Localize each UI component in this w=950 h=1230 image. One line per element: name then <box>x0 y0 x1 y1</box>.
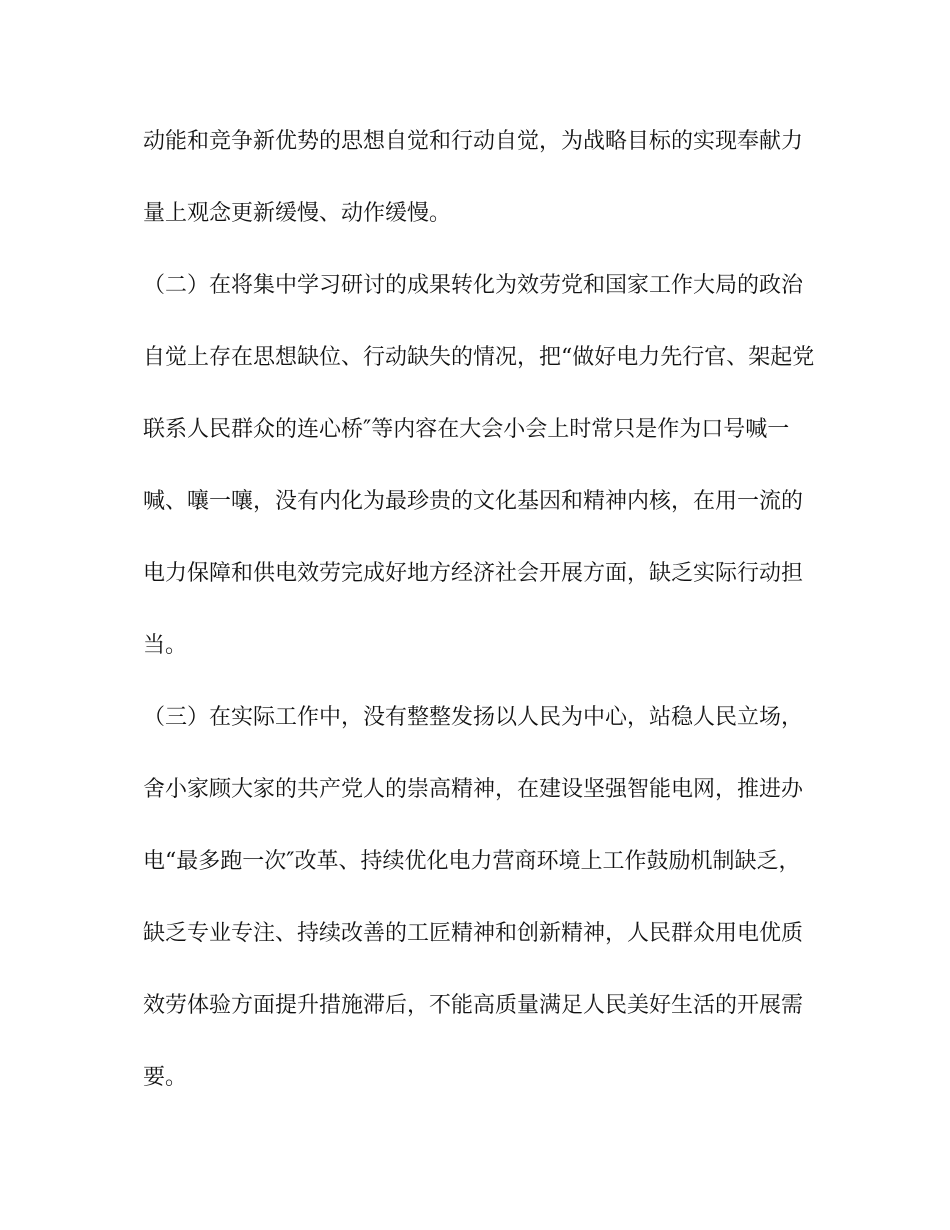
text-line-10: 舍小家顾大家的共产党人的崇高精神，在建设坚强智能电网，推进办 <box>143 777 804 802</box>
text-line-1: 动能和竞争新优势的思想自觉和行动自觉，为战略目标的实现奉献力 <box>143 129 804 154</box>
text-line-9: （三）在实际工作中，没有整整发扬以人民为中心，站稳人民立场， <box>143 705 804 730</box>
text-line-2: 量上观念更新缓慢、动作缓慢。 <box>143 201 452 226</box>
text-line-12: 缺乏专业专注、持续改善的工匠精神和创新精神，人民群众用电优质 <box>143 921 804 946</box>
text-line-8: 当。 <box>143 633 188 658</box>
text-line-6: 喊、嚷一嚷，没有内化为最珍贵的文化基因和精神内核，在用一流的 <box>143 489 804 514</box>
text-line-7: 电力保障和供电效劳完成好地方经济社会开展方面，缺乏实际行动担 <box>143 561 804 586</box>
text-line-13: 效劳体验方面提升措施滞后，不能高质量满足人民美好生活的开展需 <box>143 993 804 1018</box>
text-line-14: 要。 <box>143 1065 188 1090</box>
text-line-4: 自觉上存在思想缺位、行动缺失的情况，把“做好电力先行官、架起党 <box>143 345 815 370</box>
text-line-3: （二）在将集中学习研讨的成果转化为效劳党和国家工作大局的政治 <box>143 273 804 298</box>
text-line-11: 电“最多跑一次″改革、持续优化电力营商环境上工作鼓励机制缺乏， <box>143 849 801 874</box>
text-line-5: 联系人民群众的连心桥″等内容在大会小会上时常只是作为口号喊一 <box>143 417 790 442</box>
